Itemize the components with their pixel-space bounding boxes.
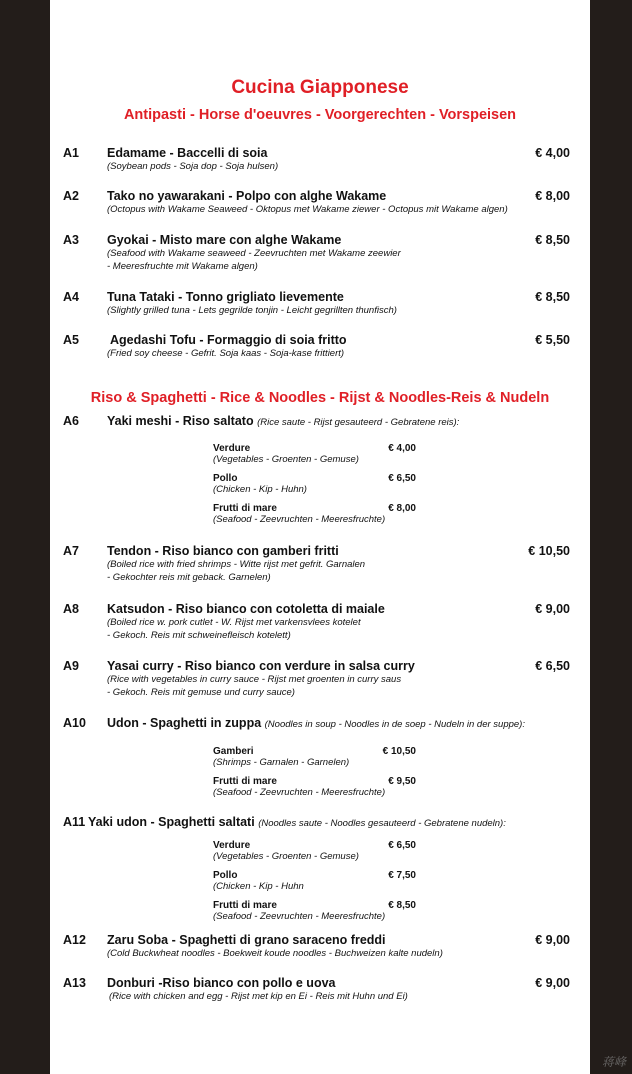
option-price: € 9,50	[388, 776, 416, 787]
option-name: Pollo	[213, 870, 238, 881]
option-name: Pollo	[213, 473, 238, 484]
item-code: A13	[63, 976, 86, 990]
option-name: Frutti di mare	[213, 776, 277, 787]
item-price: € 4,00	[535, 146, 570, 160]
item-description: (Octopus with Wakame Seaweed - Oktopus met Wakame ziewer - Octopus mit Wakame algen)	[107, 204, 508, 215]
option-name: Verdure	[213, 840, 251, 851]
item-name: Katsudon - Riso bianco con cotoletta di maiale	[107, 602, 385, 616]
option-price: € 6,50	[388, 473, 416, 484]
item-description: (Slightly grilled tuna - Lets gegrilde tonjin - Leicht gegrillten thunfisch)	[107, 305, 397, 316]
left-border	[0, 0, 50, 1074]
a6-option-verdure	[213, 443, 416, 465]
item-code: A3	[63, 233, 79, 247]
option-description: (Shrimps - Garnalen - Garnelen)	[213, 757, 350, 768]
option-description: (Seafood - Zeevruchten - Meeresfruchte)	[213, 787, 386, 798]
item-price: € 8,50	[535, 233, 570, 247]
watermark: 蒋峰	[601, 1055, 626, 1069]
item-price: € 8,50	[535, 290, 570, 304]
item-code: A10	[63, 716, 86, 730]
a6-option-frutti-di-mare	[213, 503, 416, 525]
option-price: € 10,50	[382, 746, 416, 757]
item-note: (Noodles saute - Noodles gesauteerd - Gebratene nudeln):	[258, 818, 506, 829]
section-antipasti-heading: Antipasti - Horse d'oeuvres - Voorgerechten - Vorspeisen	[123, 107, 517, 123]
item-description: (Soybean pods - Soja dop - Soja hulsen)	[107, 161, 279, 172]
section-rice-noodles-heading: Riso & Spaghetti - Rice & Noodles - Rijst & Noodles-Reis & Nudeln	[90, 390, 550, 406]
item-description: (Rice with vegetables in curry sauce - Rijst met groenten in curry saus - Gekoch. Reis mit gemuse und curry sauce)	[107, 674, 402, 698]
item-name: Gyokai - Misto mare con alghe Wakame	[107, 233, 342, 247]
item-name: Yaki udon - Spaghetti saltati (Noodles saute - Noodles gesauteerd - Gebratene nudeln):	[88, 815, 506, 829]
option-description: (Seafood - Zeevruchten - Meeresfruchte)	[213, 911, 386, 922]
option-name: Frutti di mare	[213, 900, 277, 911]
item-name: Yaki meshi - Riso saltato (Rice saute - Rijst gesauteerd - Gebratene reis):	[107, 414, 460, 428]
item-price: € 9,00	[535, 933, 570, 947]
menu-page	[50, 0, 590, 1074]
item-note: (Rice saute - Rijst gesauteerd - Gebratene reis):	[257, 417, 460, 428]
option-name: Frutti di mare	[213, 503, 277, 514]
option-price: € 8,50	[388, 900, 416, 911]
menu-title: Cucina Giapponese	[231, 77, 409, 98]
item-price: € 8,00	[535, 189, 570, 203]
item-price: € 10,50	[528, 544, 570, 558]
item-code: A2	[63, 189, 79, 203]
option-name: Gamberi	[213, 746, 254, 757]
option-description: (Seafood - Zeevruchten - Meeresfruchte)	[213, 514, 386, 525]
option-price: € 4,00	[388, 443, 416, 454]
item-note: (Noodles in soup - Noodles in de soep - Nudeln in der suppe):	[264, 719, 525, 730]
item-code: A5	[63, 333, 79, 347]
item-name: Tako no yawarakani - Polpo con alghe Wakame	[107, 189, 387, 203]
item-description: (Cold Buckwheat noodles - Boekweit koude noodles - Buchweizen kalte nudeln)	[107, 948, 443, 959]
item-name: Zaru Soba - Spaghetti di grano saraceno freddi	[107, 933, 386, 947]
item-price: € 6,50	[535, 659, 570, 673]
option-price: € 6,50	[388, 840, 416, 851]
option-price: € 7,50	[388, 870, 416, 881]
item-code: A12	[63, 933, 86, 947]
item-description: (Boiled rice with fried shrimps - Witte rijst met gefrit. Garnalen - Gekochter reis mit geback. Garnelen)	[107, 559, 366, 583]
item-name: Udon - Spaghetti in zuppa (Noodles in soup - Noodles in de soep - Nudeln in der suppe):	[107, 716, 525, 730]
a11-option-frutti-di-mare	[213, 900, 416, 922]
item-name: Tendon - Riso bianco con gamberi fritti	[107, 544, 339, 558]
option-description: (Chicken - Kip - Huhn	[213, 881, 304, 892]
item-name: Edamame - Baccelli di soia	[107, 146, 268, 160]
item-name: Yasai curry - Riso bianco con verdure in salsa curry	[107, 659, 415, 673]
item-code: A1	[63, 146, 79, 160]
option-name: Verdure	[213, 443, 251, 454]
item-code: A4	[63, 290, 79, 304]
item-code: A11	[63, 815, 86, 829]
item-code: A7	[63, 544, 79, 558]
option-description: (Vegetables - Groenten - Gemuse)	[213, 851, 359, 862]
option-description: (Chicken - Kip - Huhn)	[213, 484, 307, 495]
item-description: (Fried soy cheese - Gefrit. Soja kaas - Soja-kase frittiert)	[107, 348, 345, 359]
item-price: € 5,50	[535, 333, 570, 347]
item-name: Tuna Tataki - Tonno grigliato lievemente	[107, 290, 344, 304]
item-description: (Boiled rice w. pork cutlet - W. Rijst met varkensvlees kotelet - Gekoch. Reis mit schweinefleisch kotelett)	[107, 617, 361, 641]
item-price: € 9,00	[535, 602, 570, 616]
item-code: A8	[63, 602, 79, 616]
a6-option-pollo	[213, 473, 416, 495]
item-name: Donburi -Riso bianco con pollo e uova	[107, 976, 336, 990]
item-price: € 9,00	[535, 976, 570, 990]
a11-option-verdure	[213, 840, 416, 862]
a10-option-gamberi	[213, 746, 416, 768]
item-code: A9	[63, 659, 79, 673]
item-description: (Seafood with Wakame seaweed - Zeevruchten met Wakame zeewier - Meeresfruchte mit Wakame algen)	[107, 248, 401, 272]
option-price: € 8,00	[388, 503, 416, 514]
a10-option-frutti-di-mare	[213, 776, 416, 798]
item-name: Agedashi Tofu - Formaggio di soia fritto	[110, 333, 347, 347]
option-description: (Vegetables - Groenten - Gemuse)	[213, 454, 359, 465]
item-description: (Rice with chicken and egg - Rijst met kip en Ei - Reis mit Huhn und Ei)	[109, 991, 408, 1002]
right-border	[590, 0, 632, 1074]
a11-option-pollo	[213, 870, 416, 892]
item-code: A6	[63, 414, 79, 428]
